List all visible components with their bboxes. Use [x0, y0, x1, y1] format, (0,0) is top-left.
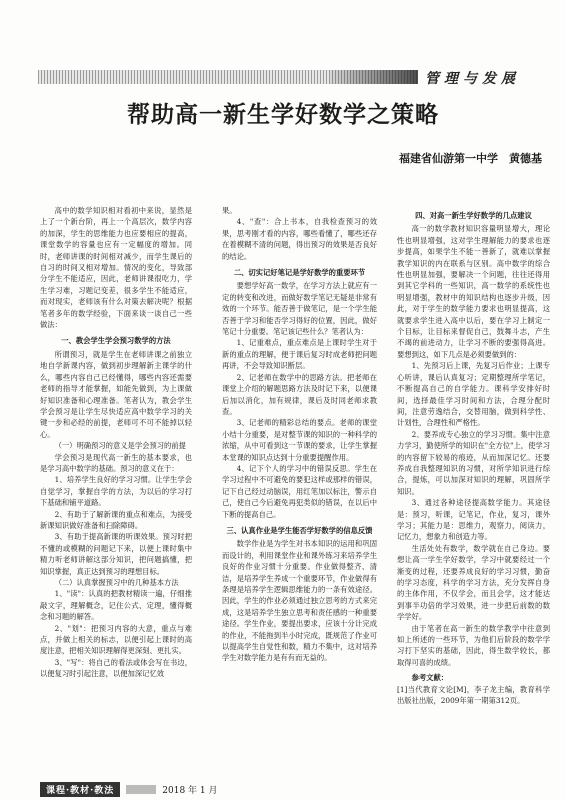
paragraph: 3、有助于提高新课的听课效果。预习时把不懂的或模糊的问题记下来，以便上课时集中精力听老师讲解这部分知识，把问题搞懂，把知识掌握，真正达到预习的理想目标。: [40, 532, 192, 576]
paragraph: 要想学好高一数学，在学习方法上就应有一定的转变和改进，而做好数学笔记无疑是非常有效的一个环节。能否善于做笔记，是一个学生能否善于学习和能否学习得好的位置，因此，做好笔记十分重要。笔记该记些什么？笔者认为：: [222, 281, 377, 337]
references-heading: 参考文献：: [411, 673, 449, 683]
text-column-2: [222, 205, 377, 770]
paragraph: 所谓预习，就是学生在老师讲课之前独立地自学新课内容，做到初步理解新主课学的什么，哪些内容自己已经懂得，哪些内容还需要老师的指导才能掌握，如能先做到，为上课做好知识准备和心理准备。笔者认为，教会学生学会预习是让学生尽快适应高中数学学习的关键一步和必经的前提，老师可不可不能掉以轻心。: [40, 349, 192, 439]
text-column-3: [397, 205, 550, 770]
paragraph: 学会预习是现代高一新生的基本要求，也是学习高中数学的基础。预习的意义在于：: [40, 452, 192, 473]
article-title: 帮助高一新生学好数学之策略: [127, 102, 439, 128]
paragraph: 生活处处有数学，数学就在自己身边。要想让高一学生学好数学，学习中就要经过一个渐变的过程，还要养成良好的学习习惯，勤奋的学习态度，科学的学习方法，充分发挥自身的主体作用，不仅学会，而且会学，这才能达到事半功倍的学习效果，进一步把后前数的数学学好。: [397, 543, 550, 622]
paragraph: 2、"划"：把预习内容的大意，重点与难点，并做上相关的标志，以便引起上课时的高度注意，把相关知识理解得更深刻、更扎实。: [40, 623, 192, 656]
header-decoration-gradient: [330, 70, 418, 84]
paragraph: 果。: [222, 206, 237, 215]
paragraph: 1、"读"：认真的把教材精读一遍，仔细推敲文字，理解概念，记住公式、定理，懂得概念和习题的解答。: [40, 589, 192, 622]
paragraph: 1、先预习后上课，先复习后作业；上课专心听讲，课后认真复习；定期整理所学笔记，不断提高自己的自学能力。课科学安排好时间，选择最佳学习时间和方法，合理分配时间，注意劳逸结合，交替用脑，做到科学性、计划性，合理性和严格性。: [397, 361, 550, 428]
journal-name: 课程·教材·教法: [40, 782, 120, 797]
paragraph: 数学作业是为学生对书本知识的运用和巩固而设计的，利用课堂作业和课外练习来培养学生良好的作业习惯十分重要。作业做得整齐、清洁，是培养学生养成一个重要环节，作业做得有条理是培养学生逻辑思维能力的一条有效途径。因此，学生的作业必须通过独立思考的方式来完成，这是培养学生独立思考和责任感的一种重要途径。学生作业，要提出要求，应该十分计完成的作业，不能拖到半小时完成，既规范了作业可以提高学生自觉性和数，精力不集中，这对培养学生对数学能力是有有而无益的。: [222, 539, 377, 663]
paragraph: 1、记重难点，重点难点是上课时学生对于新的重点的理解，便于课后复习时成老师把问题再讲，不会导致知识断层。: [222, 338, 377, 371]
paragraph: 高中的数学知识相对看初中来说，显然是上了一个新台阶，再上一个高层次，数学内容的加深，学生的思维能力也应要相应的提高，课堂数学的容量也应有一定幅度的增加。同时，老师讲课的时间相对减少，而学生课后的自习的时间又相对增加。情况的变化，导致部分学生不能适应，因此，老师讲课很吃力，学生学习难，习题记变差，很多学生不能适应，而对现实，老师该有什么对策去解决呢？根据笔者多年的数学经验，下面来谈一谈自己一些做法：: [40, 206, 192, 330]
paragraph: 2、要养成专心独立的学习习惯。集中注意力学习，勤使所学的知识在"全方位"上，使学习的内容留下较易的痕迹，从而加深记忆。还要养成自我整理知识的习惯，对所学知识进行综合，提炼，可以加深对知识的理解，巩固所学知识。: [397, 429, 550, 496]
paragraph: （一）明确预习的意义是学会预习的前提: [54, 441, 186, 451]
text-column-1: [40, 205, 192, 770]
paragraph: 3、记老师的精彩总结的要点。老师的课堂小结十分重要，是对整节课的知识的一种科学的浓缩，从中可看到这一节课的要求，让学生掌握本堂课的知识点达到十分重要提醒作用。: [222, 418, 377, 462]
paragraph: 1、培养学生良好的学习习惯。让学生学会自觉学习，掌握自学的方法，为以后的学习打下基础和铺平道路。: [40, 475, 192, 508]
paragraph: 2、记老师在数学中的思路方法。把老师在课堂上介绍的解题思路方法及时记下来，以便课后加以消化，加有规律，课后及时同老师求教查。: [222, 372, 377, 416]
footer-divider: [126, 785, 156, 794]
paragraph: 由于笔者在高一新生的数学教学中往意到如上所述的一些环节，为他们后阶段的数学学习打下坚实的基础，因此，得生数学较长，都取得可喜的成绩。: [397, 623, 550, 667]
paragraph: 4、"查"：合上书本，自我检查预习的效果，思考刚才看的内容，哪些看懂了，哪些还存在着模糊不清的问题，得出预习的效果是否良好的结论。: [222, 217, 377, 261]
page-footer: [40, 782, 218, 797]
paragraph: 3、通过各种途径提高数学能力。其途径是：预习，听课，记笔记，作业，复习，课外学习；其能力是：思维力，观察力，阅读力，记忆力，想象力和创造力等。: [397, 498, 550, 542]
section-heading: 一、教会学生学会预习数学的方法: [61, 336, 171, 346]
section-tag: 管理与发展: [425, 71, 520, 87]
issue-date: 2018 年 1 月: [162, 786, 218, 796]
section-heading: 四、对高一新生学好数学的几点建议: [415, 211, 532, 220]
paragraph: 4、记下个人的学习中的错误反思。学生在学习过程中不可避免的要犯这样或那样的错误，记下自己经过动脑误，用红笔加以标注，警示自己，使自己今后避免再犯类似的错误，在以后中下断的提高自己。: [222, 463, 377, 519]
section-heading: 三、认真作业是学生能否学好数学的信息反馈: [226, 525, 373, 535]
paragraph: 高一的数学教材知识容量明显增大，理论性也明显增强，这对学生理解能力的要求也逐步提高，如果学生不能一善新了，就难以掌握教学知识的内在联系与区别。高中数学的综合性也明显加强，要解决一个问题，往往还得用到其它学科的一些知识，高一数学的系统性也明显增强，教材中的知识结构也逐步升级，因此，对于学生的数学能力要求也明显提高，这就要求学生进入高中以后，要在学习上制定一个目标，让目标来督促自己，鼓舞斗志，产生不竭的前进动力，让学习不断的要强得高进。要想到这，如下几点是必须要做到的：: [397, 224, 550, 359]
paragraph: 3、"写"：将自己的看法或体会写在书边，以便复习时引起注意，以便加深记忆效: [40, 657, 192, 679]
paragraph: （二）认真掌握预习中的几种基本方法: [54, 578, 179, 587]
paragraph: 2、有助于了解新课的重点和难点，为接受新课知识做好准备和扫除障碍。: [40, 509, 192, 530]
paragraph: [1]当代教育文论[M]，李子龙主编，教育科学出版社出版，2009年第一期第312页。: [397, 684, 550, 706]
section-heading: 二、切实记好笔记是学好数学的重要环节: [233, 268, 366, 278]
article-author: 福建省仙游第一中学 黄德基: [399, 152, 542, 165]
